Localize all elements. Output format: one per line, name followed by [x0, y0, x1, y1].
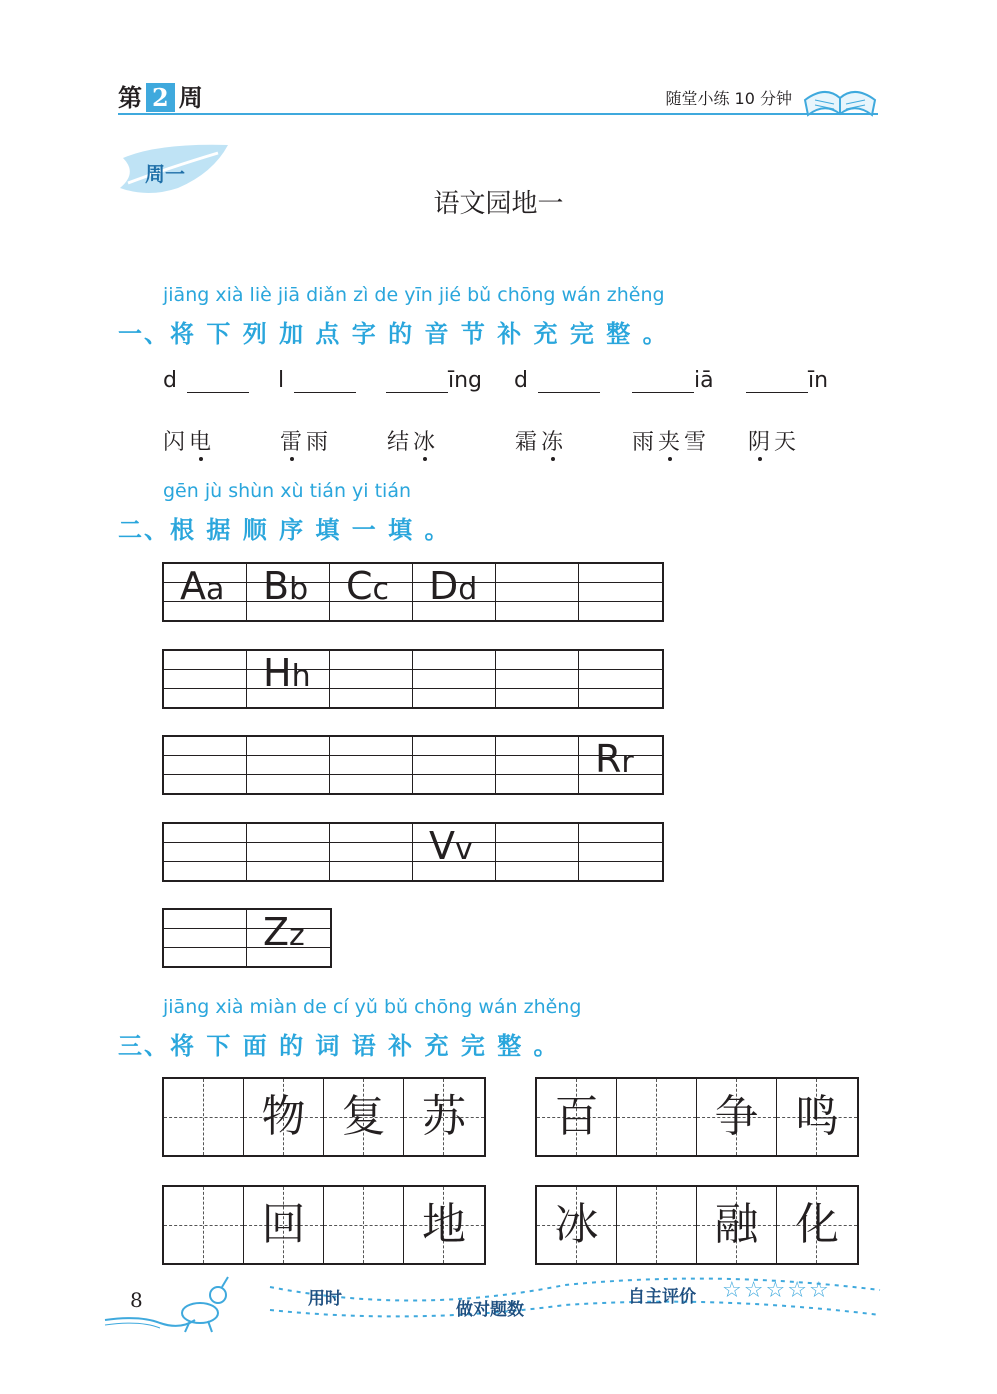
- character-cell[interactable]: [617, 1187, 697, 1263]
- given-character: 鸣: [795, 1091, 839, 1142]
- letter-cell[interactable]: [330, 824, 413, 880]
- letter-cell[interactable]: [496, 564, 579, 620]
- character-cell: [404, 1079, 484, 1155]
- letter-cell: [164, 564, 247, 620]
- letter-pair: [180, 564, 224, 612]
- final-syllable: iā: [694, 368, 714, 393]
- given-character: 争: [714, 1091, 759, 1142]
- lowercase-letter: r: [621, 745, 634, 780]
- given-character: 冰: [554, 1199, 599, 1250]
- letter-cell: [247, 564, 330, 620]
- answer-blank[interactable]: [187, 370, 249, 393]
- letter-cell[interactable]: [247, 737, 330, 793]
- emphasis-dot: [551, 457, 555, 461]
- syllable-blank: [514, 368, 600, 393]
- emphasis-dot: [423, 457, 427, 461]
- letter-cell: [579, 737, 662, 793]
- letter-pair: [263, 910, 305, 958]
- vocab-word: 闪电: [163, 430, 216, 455]
- star-icon[interactable]: ☆: [722, 1278, 744, 1303]
- q2-pinyin: gēn jù shùn xù tián yi tián: [163, 480, 412, 502]
- given-character: 地: [422, 1199, 466, 1250]
- syllable-blank: [386, 368, 482, 393]
- syllable-blank: [632, 368, 714, 393]
- character-cell: [324, 1079, 404, 1155]
- star-icon[interactable]: ☆: [765, 1278, 788, 1303]
- letter-cell[interactable]: [496, 737, 579, 793]
- character-cell: [537, 1187, 617, 1263]
- lowercase-letter: a: [206, 572, 225, 607]
- vocab-word: 雷雨: [280, 430, 333, 455]
- emphasis-dot: [758, 457, 762, 461]
- uppercase-letter: V: [429, 824, 455, 868]
- four-line-grid: [162, 649, 664, 709]
- uppercase-letter: C: [346, 564, 373, 608]
- given-character: 融: [714, 1199, 759, 1250]
- given-character: 化: [795, 1199, 839, 1250]
- letter-pair: [263, 651, 311, 699]
- vocab-word: 结冰: [387, 430, 440, 455]
- answer-blank[interactable]: [294, 370, 356, 393]
- tian-zi-grid: [162, 1185, 486, 1265]
- letter-cell[interactable]: [164, 824, 247, 880]
- vocab-word: 阴天: [748, 430, 801, 455]
- given-character: 百: [554, 1091, 599, 1142]
- uppercase-letter: D: [429, 564, 459, 608]
- given-character: 物: [261, 1091, 306, 1142]
- given-character: 回: [261, 1199, 306, 1250]
- vocab-word: 雨夹雪: [632, 430, 711, 455]
- letter-cell: [247, 651, 330, 707]
- star-icon[interactable]: ☆: [787, 1278, 809, 1303]
- initial-letter: l: [278, 368, 285, 393]
- character-cell: [244, 1079, 324, 1155]
- tian-zi-grid: [162, 1077, 486, 1157]
- letter-pair: [429, 824, 473, 872]
- final-syllable: īn: [808, 368, 829, 393]
- letter-cell[interactable]: [164, 737, 247, 793]
- q1-pinyin: jiāng xià liè jiā diǎn zì de yīn jié bǔ chōng wán zhěng: [163, 284, 665, 306]
- letter-cell[interactable]: [579, 824, 662, 880]
- q3-title: 三、将 下 面 的 词 语 补 充 完 整 。: [118, 1032, 560, 1060]
- lowercase-letter: b: [289, 572, 309, 607]
- letter-cell[interactable]: [247, 824, 330, 880]
- letter-cell[interactable]: [330, 651, 413, 707]
- syllable-blank: [278, 368, 356, 393]
- tian-zi-grid: [535, 1077, 859, 1157]
- correct-count-label: 做对题数: [456, 1300, 524, 1320]
- letter-pair: [263, 564, 308, 612]
- uppercase-letter: H: [263, 651, 292, 695]
- week-label: [118, 78, 203, 113]
- letter-pair: [595, 737, 634, 785]
- lowercase-letter: v: [455, 832, 473, 867]
- q1-title: 一、将 下 列 加 点 字 的 音 节 补 充 完 整 。: [118, 320, 669, 348]
- answer-blank[interactable]: [746, 370, 808, 393]
- character-cell[interactable]: [617, 1079, 697, 1155]
- lowercase-letter: z: [289, 918, 305, 953]
- letter-cell[interactable]: [413, 651, 496, 707]
- character-cell[interactable]: [324, 1187, 404, 1263]
- four-line-grid: [162, 562, 664, 622]
- vocab-word: 霜冻: [515, 430, 568, 455]
- q3-pinyin: jiāng xià miàn de cí yǔ bǔ chōng wán zhěng: [163, 996, 582, 1018]
- emphasis-dot: [290, 457, 294, 461]
- letter-cell[interactable]: [413, 737, 496, 793]
- letter-cell[interactable]: [164, 910, 247, 966]
- star-icon[interactable]: ☆: [808, 1278, 831, 1303]
- character-cell[interactable]: [164, 1079, 244, 1155]
- letter-cell[interactable]: [496, 651, 579, 707]
- lowercase-letter: h: [291, 659, 311, 694]
- letter-cell[interactable]: [579, 564, 662, 620]
- syllable-blank: [163, 368, 249, 393]
- letter-pair: [346, 564, 389, 612]
- emphasis-dot: [668, 457, 672, 461]
- letter-cell: [413, 824, 496, 880]
- open-book-icon: [800, 70, 880, 120]
- practice-label: 随堂小练 10 分钟: [665, 89, 792, 108]
- emphasis-dot: [199, 457, 203, 461]
- tian-zi-grid: [535, 1185, 859, 1265]
- letter-cell[interactable]: [496, 824, 579, 880]
- four-line-grid: [162, 735, 664, 795]
- initial-letter: d: [163, 368, 177, 393]
- letter-cell: [330, 564, 413, 620]
- week-prefix: 第: [118, 84, 142, 112]
- character-cell: [777, 1187, 857, 1263]
- day-label: 周一: [145, 162, 185, 186]
- lowercase-letter: d: [458, 572, 478, 607]
- page-number: 8: [130, 1288, 143, 1312]
- character-cell: [697, 1079, 777, 1155]
- week-suffix: 周: [178, 84, 203, 112]
- uppercase-letter: Z: [263, 910, 290, 954]
- answer-blank[interactable]: [538, 370, 600, 393]
- letter-cell: [413, 564, 496, 620]
- uppercase-letter: B: [263, 564, 290, 608]
- given-character: 复: [341, 1091, 386, 1142]
- character-cell: [777, 1079, 857, 1155]
- four-line-grid: [162, 908, 332, 968]
- character-cell[interactable]: [164, 1187, 244, 1263]
- page-title: 语文园地一: [433, 189, 564, 219]
- unicorn-icon: [100, 1275, 235, 1335]
- character-cell: [404, 1187, 484, 1263]
- character-cell: [697, 1187, 777, 1263]
- four-line-grid: [162, 822, 664, 882]
- lowercase-letter: c: [372, 572, 390, 607]
- self-eval-label: 自主评价: [628, 1287, 696, 1307]
- star-icon[interactable]: ☆: [743, 1278, 766, 1303]
- answer-blank[interactable]: [632, 370, 694, 393]
- letter-cell[interactable]: [579, 651, 662, 707]
- letter-pair: [429, 564, 477, 612]
- letter-cell[interactable]: [330, 737, 413, 793]
- uppercase-letter: A: [180, 564, 206, 608]
- letter-cell[interactable]: [164, 651, 247, 707]
- letter-cell: [247, 910, 330, 966]
- uppercase-letter: R: [595, 737, 622, 781]
- rating-stars[interactable]: [722, 1278, 831, 1303]
- q2-title: 二、根 据 顺 序 填 一 填 。: [118, 516, 451, 544]
- header-divider: [118, 113, 878, 115]
- character-cell: [537, 1079, 617, 1155]
- initial-letter: d: [514, 368, 528, 393]
- given-character: 苏: [422, 1091, 466, 1142]
- character-cell: [244, 1187, 324, 1263]
- week-number: 2: [146, 83, 175, 112]
- answer-blank[interactable]: [386, 370, 448, 393]
- final-syllable: īng: [448, 368, 483, 393]
- time-label: 用时: [308, 1289, 342, 1309]
- syllable-blank: [746, 368, 828, 393]
